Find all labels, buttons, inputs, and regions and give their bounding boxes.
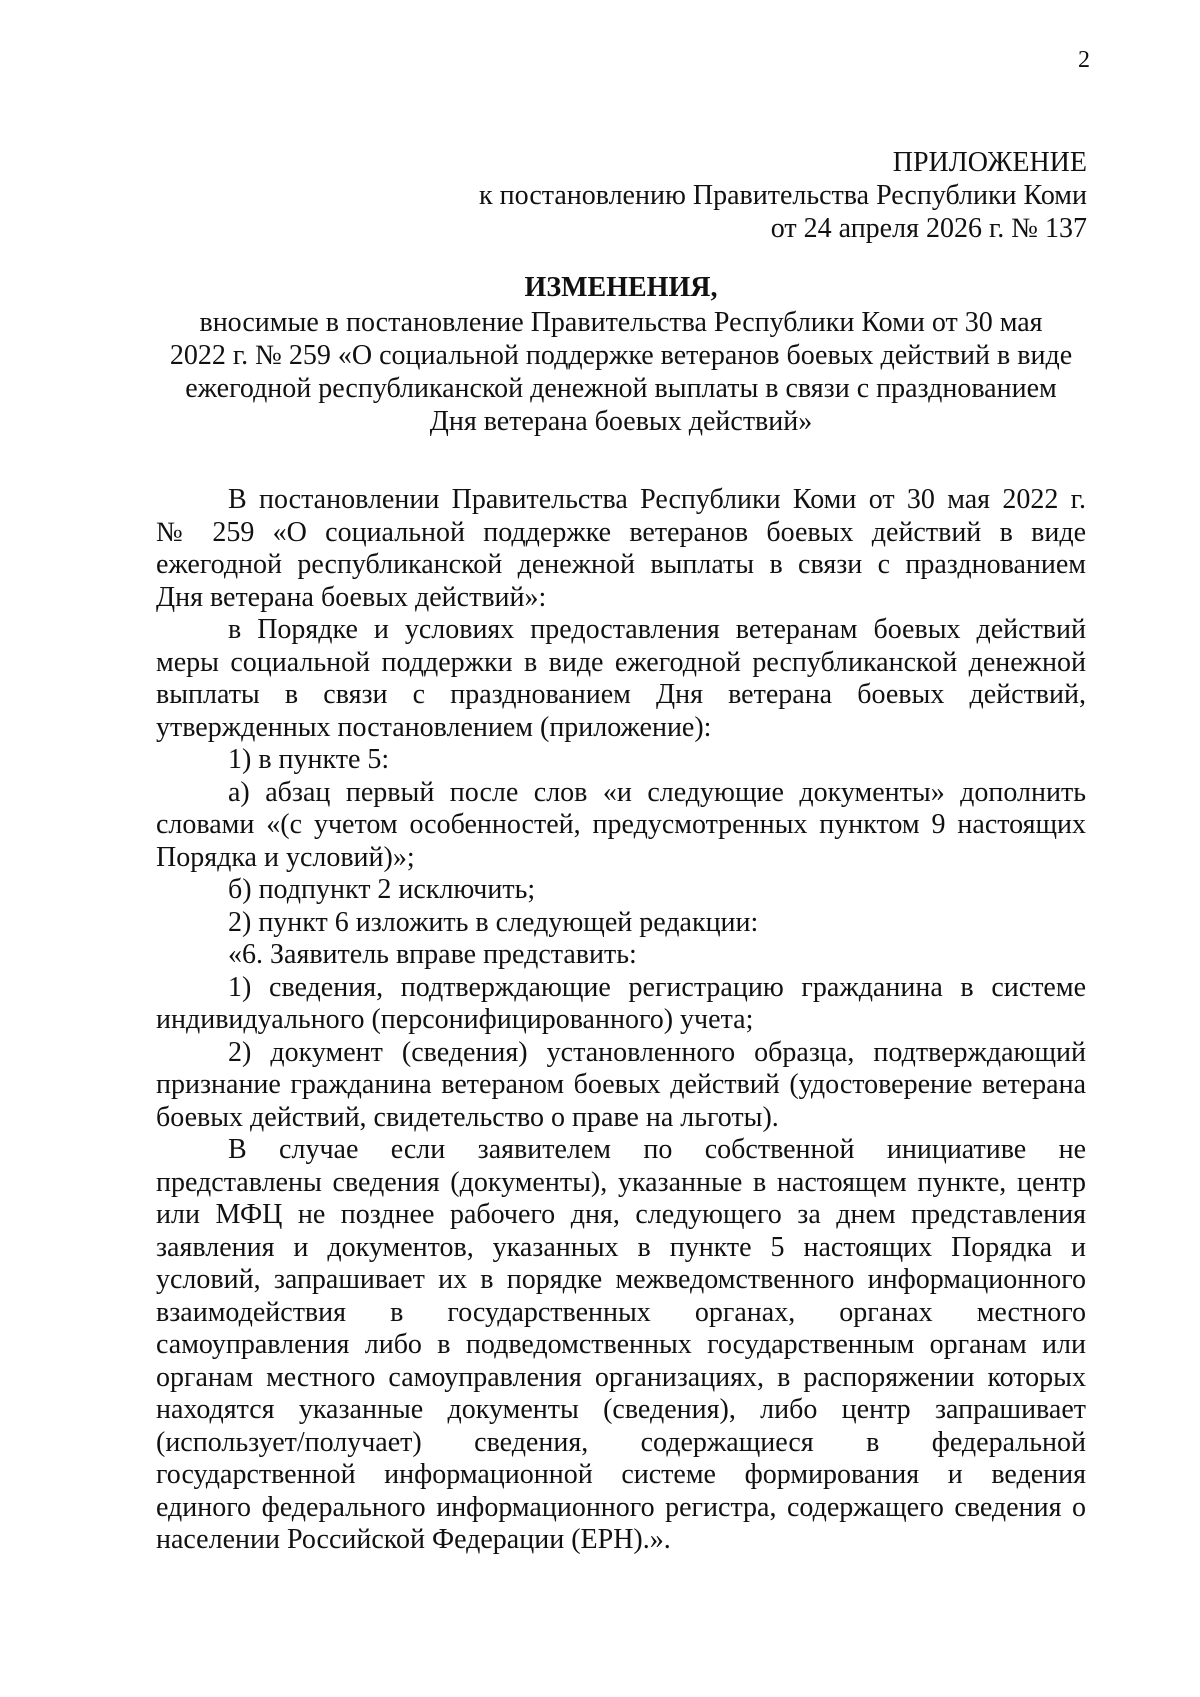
body-line: заявления и документов, указанных в пункте 5 настоящих Порядка и: [156, 1231, 1086, 1263]
body-line: населении Российской Федерации (ЕРН).».: [156, 1524, 671, 1555]
body-line: а) абзац первый после слов «и следующие документы» дополнить: [228, 776, 1086, 808]
subtitle-line: 2022 г. № 259 «О социальной поддержке ветеранов боевых действий в виде: [169, 340, 1073, 371]
body-line: индивидуального (персонифицированного) учета;: [156, 1004, 754, 1035]
subtitle-line: вносимые в постановление Правительства Республики Коми от 30 мая: [199, 307, 1043, 338]
body-line: В постановлении Правительства Республики Коми от 30 мая 2022 г.: [228, 484, 1086, 515]
body-line: самоуправления либо в подведомственных государственным органам или: [156, 1329, 1086, 1360]
body-line: выплаты в связи с празднованием Дня ветерана боевых действий,: [156, 679, 1086, 710]
body-line: 1) сведения, подтверждающие регистрацию гражданина в системе: [228, 971, 1086, 1003]
body-line: меры социальной поддержки в виде ежегодной республиканской денежной: [156, 646, 1086, 678]
body-line: или МФЦ не позднее рабочего дня, следующего за днем представления: [156, 1199, 1086, 1230]
subtitle-line: ежегодной республиканской денежной выплаты в связи с празднованием: [185, 373, 1057, 404]
body-line: 2) пункт 6 изложить в следующей редакции:: [228, 906, 759, 938]
body-line: В случае если заявителем по собственной инициативе не: [228, 1134, 1086, 1165]
appendix-date-number: от 24 апреля 2026 г. № 137: [770, 213, 1087, 244]
body-line: Дня ветерана боевых действий»:: [156, 581, 547, 613]
body-line: боевых действий, свидетельство о праве на льготы).: [156, 1101, 779, 1133]
document-subtitle: [156, 306, 1086, 438]
page-number: 2: [1078, 47, 1090, 73]
document-body: [156, 484, 1086, 1557]
body-line: взаимодействия в государственных органах, органах местного: [156, 1296, 1086, 1328]
body-line: Порядка и условий)»;: [156, 841, 415, 873]
appendix-reference: к постановлению Правительства Республики Коми: [479, 180, 1087, 211]
body-line: № 259 «О социальной поддержке ветеранов боевых действий в виде: [156, 516, 1086, 548]
body-line: условий, запрашивает их в порядке межведомственного информационного: [156, 1264, 1086, 1295]
body-line: органам местного самоуправления организациях, в распоряжении которых: [156, 1361, 1086, 1393]
body-line: (использует/получает) сведения, содержащиеся в федеральной: [156, 1426, 1086, 1458]
appendix-label: ПРИЛОЖЕНИЕ: [892, 147, 1087, 178]
body-line: в Порядке и условиях предоставления ветеранам боевых действий: [228, 614, 1086, 645]
body-line: признание гражданина ветераном боевых действий (удостоверение ветерана: [156, 1069, 1086, 1100]
body-line: единого федерального информационного регистра, содержащего сведения о: [156, 1491, 1086, 1523]
body-line: 2) документ (сведения) установленного образца, подтверждающий: [228, 1036, 1086, 1068]
body-line: государственной информационной системе формирования и ведения: [156, 1459, 1086, 1490]
body-line: утвержденных постановлением (приложение):: [156, 711, 712, 743]
document-title: ИЗМЕНЕНИЯ,: [524, 272, 718, 303]
subtitle-line: Дня ветерана боевых действий»: [429, 406, 813, 437]
body-line: б) подпункт 2 исключить;: [228, 874, 536, 905]
body-line: 1) в пункте 5:: [228, 744, 390, 775]
body-line: представлены сведения (документы), указанные в настоящем пункте, центр: [156, 1166, 1086, 1198]
body-line: словами «(с учетом особенностей, предусмотренных пунктом 9 настоящих: [156, 809, 1086, 840]
body-line: «6. Заявитель вправе представить:: [228, 939, 637, 970]
body-line: находятся указанные документы (сведения), либо центр запрашивает: [156, 1394, 1086, 1425]
appendix-header: [387, 146, 1087, 245]
body-line: ежегодной республиканской денежной выплаты в связи с празднованием: [156, 549, 1086, 580]
